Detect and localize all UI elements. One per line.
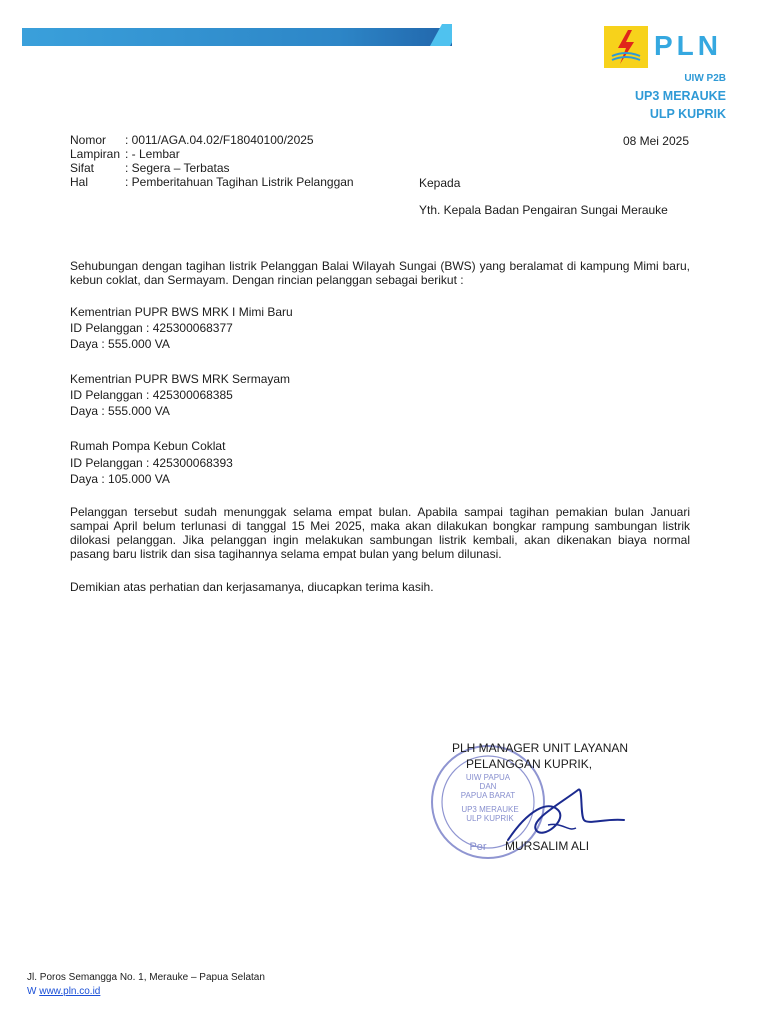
meta-hal bbox=[70, 175, 354, 189]
meta-label: Nomor bbox=[70, 133, 107, 147]
unit-line-1: UIW P2B bbox=[684, 73, 726, 84]
kepada-label: Kepada bbox=[419, 176, 461, 190]
meta-lampiran bbox=[70, 147, 180, 161]
signatory-title-2: PELANGGAN KUPRIK, bbox=[466, 757, 593, 771]
signatory-title-1: PLH MANAGER UNIT LAYANAN bbox=[452, 741, 629, 755]
notice-paragraph: Pelanggan tersebut sudah menunggak selama empat bulan. Apabila sampai tagihan pemakian bulan Januari sampai April belum terlunasi di tanggal 15 Mei 2025, maka akan dilakukan bongkar rampung sambungan listrik dilokasi pelanggan. Jika pelanggan ingin melakukan sambungan listrik kembali, akan dikenakan biaya normal pasang baru listrik dan sisa tagihannya selama empat bulan yang belum dilunasi. bbox=[70, 505, 690, 561]
unit-line-3: ULP KUPRIK bbox=[649, 107, 726, 121]
meta-value: : 0011/AGA.04.02/F18040100/2025 bbox=[125, 133, 314, 147]
unit-line-2: UP3 MERAUKE bbox=[635, 89, 726, 103]
meta-value: : Pemberitahuan Tagihan Listrik Pelanggan bbox=[125, 175, 354, 189]
customer-3-power: Daya : 105.000 VA bbox=[70, 472, 170, 486]
footer-address: Jl. Poros Semangga No. 1, Merauke – Papua Selatan bbox=[27, 972, 265, 983]
customer-1-id: ID Pelanggan : 425300068377 bbox=[70, 321, 233, 335]
meta-sifat bbox=[70, 161, 230, 175]
footer-web-prefix: W bbox=[27, 986, 37, 997]
letter-date: 08 Mei 2025 bbox=[622, 134, 689, 148]
closing-paragraph: Demikian atas perhatian dan kerjasamanya, diucapkan terima kasih. bbox=[70, 580, 434, 594]
stamp-line: ULP KUPRIK bbox=[466, 814, 514, 823]
recipient: Yth. Kepala Badan Pengairan Sungai Merauke bbox=[419, 203, 668, 217]
header-stripe bbox=[22, 24, 452, 46]
customer-3-id: ID Pelanggan : 425300068393 bbox=[70, 456, 233, 470]
customer-3-name: Rumah Pompa Kebun Coklat bbox=[70, 439, 226, 453]
customer-2-name: Kementrian PUPR BWS MRK Sermayam bbox=[70, 372, 291, 386]
meta-nomor bbox=[70, 133, 314, 147]
meta-value: : Segera – Terbatas bbox=[125, 161, 230, 175]
meta-label: Sifat bbox=[70, 161, 95, 175]
meta-value: : - Lembar bbox=[125, 147, 180, 161]
intro-paragraph: Sehubungan dengan tagihan listrik Pelanggan Balai Wilayah Sungai (BWS) yang beralamat di kampung Mimi baru, kebun coklat, dan Sermayam. Dengan rincian pelanggan sebagai berikut : bbox=[70, 259, 690, 287]
stamp-line: UP3 MERAUKE bbox=[461, 805, 519, 814]
customer-2-power: Daya : 555.000 VA bbox=[70, 404, 170, 418]
stamp-line: Per bbox=[469, 841, 487, 853]
brand-name: PLN bbox=[654, 30, 722, 61]
pln-logo-icon bbox=[604, 26, 648, 68]
meta-label: Hal bbox=[70, 175, 89, 189]
footer-web bbox=[27, 986, 100, 997]
customer-1-power: Daya : 555.000 VA bbox=[70, 337, 170, 351]
meta-label: Lampiran bbox=[70, 147, 121, 161]
customer-2-id: ID Pelanggan : 425300068385 bbox=[70, 388, 233, 402]
website-link[interactable]: www.pln.co.id bbox=[39, 986, 101, 997]
stamp-line: PAPUA BARAT bbox=[460, 791, 516, 800]
customer-1-name: Kementrian PUPR BWS MRK I Mimi Baru bbox=[70, 305, 293, 319]
stamp-line: UIW PAPUA bbox=[465, 773, 511, 782]
signatory-name: MURSALIM ALI bbox=[505, 839, 590, 853]
stamp-line: DAN bbox=[479, 782, 497, 791]
